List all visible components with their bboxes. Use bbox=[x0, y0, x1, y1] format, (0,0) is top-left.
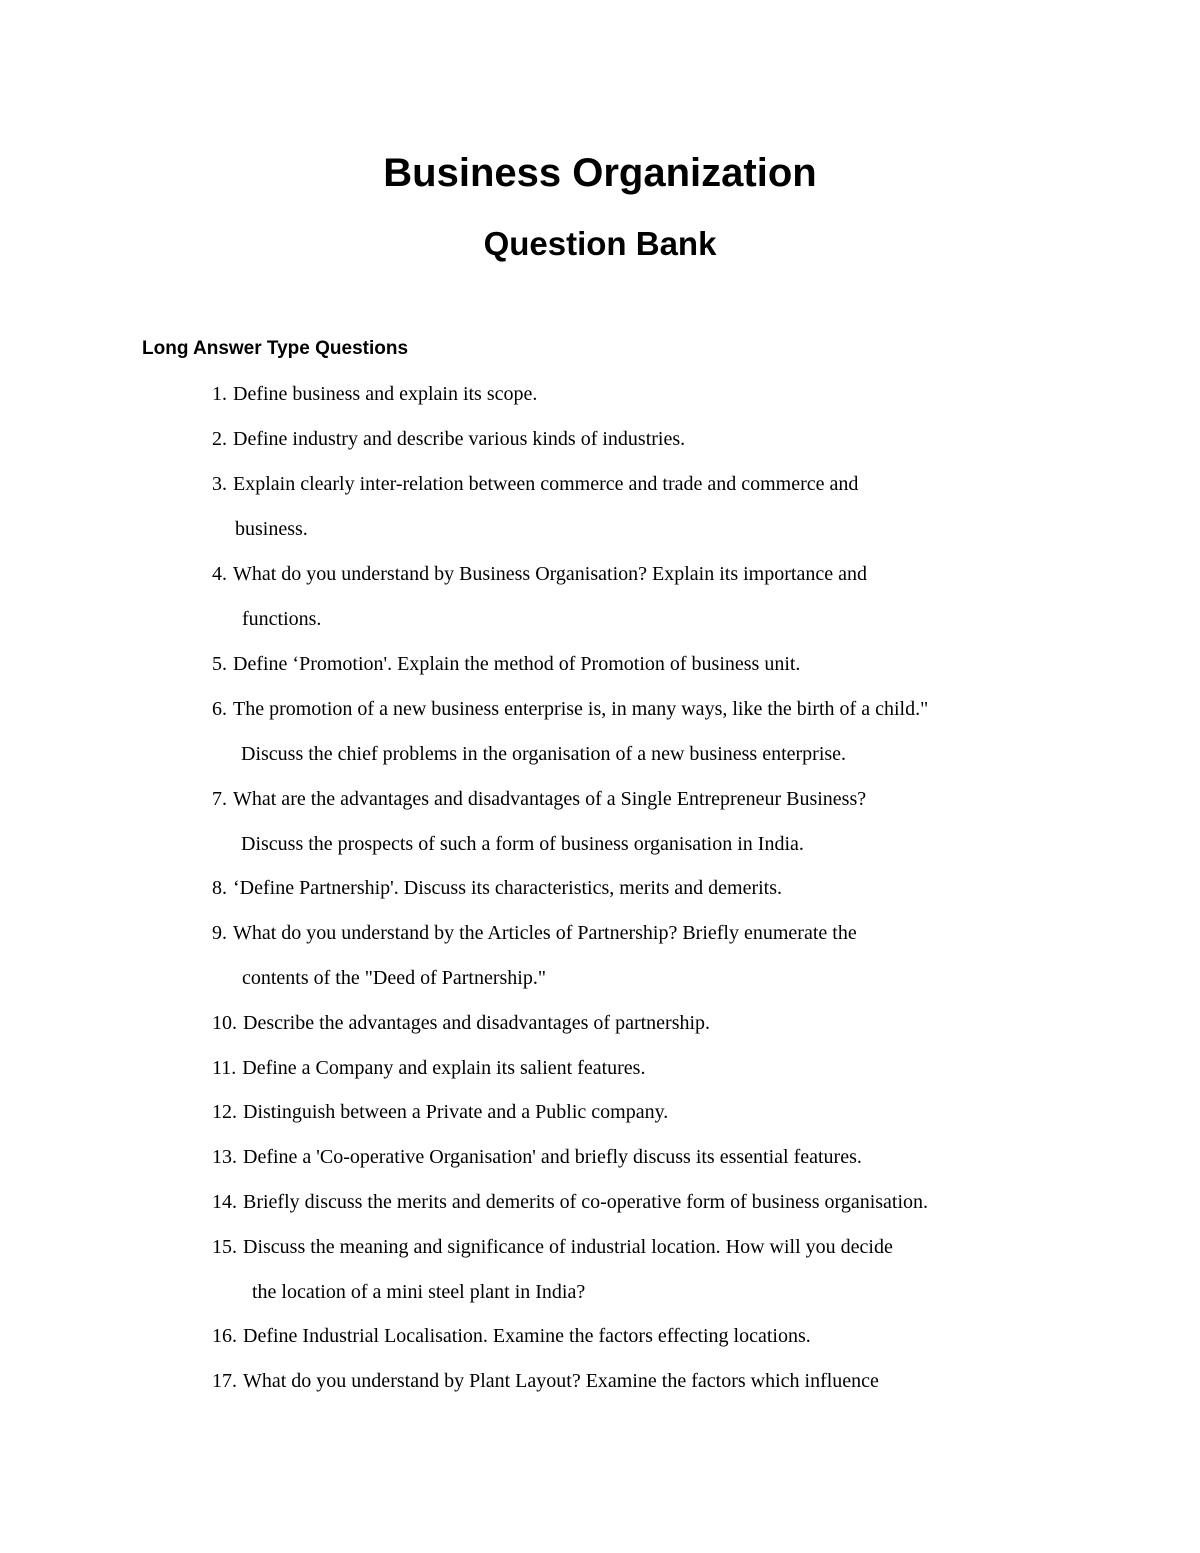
question-number: 16. bbox=[212, 1325, 237, 1347]
question-item bbox=[212, 1189, 928, 1215]
question-number: 1. bbox=[212, 383, 227, 405]
question-text: Define ‘Promotion'. Explain the method of Promotion of business unit. bbox=[233, 653, 801, 675]
question-text: Describe the advantages and disadvantages of partnership. bbox=[243, 1012, 711, 1034]
question-number: 4. bbox=[212, 563, 227, 585]
question-number: 2. bbox=[212, 428, 227, 450]
question-item bbox=[212, 471, 858, 497]
question-item bbox=[212, 1144, 862, 1170]
question-text: The promotion of a new business enterprise is, in many ways, like the birth of a child." bbox=[233, 698, 929, 720]
question-text: Define a 'Co-operative Organisation' and briefly discuss its essential features. bbox=[243, 1146, 862, 1168]
question-item bbox=[212, 651, 800, 677]
question-item bbox=[212, 426, 685, 452]
question-text-continuation: functions. bbox=[242, 608, 322, 630]
question-text-continuation: contents of the "Deed of Partnership." bbox=[242, 967, 547, 989]
section-heading: Long Answer Type Questions bbox=[142, 338, 409, 359]
question-item bbox=[212, 1368, 879, 1394]
question-text: Define business and explain its scope. bbox=[233, 383, 538, 405]
question-text: Distinguish between a Private and a Public company. bbox=[243, 1101, 669, 1123]
question-text: Define Industrial Localisation. Examine the factors effecting locations. bbox=[243, 1325, 811, 1347]
question-number: 8. bbox=[212, 877, 227, 899]
question-text: What do you understand by Business Organisation? Explain its importance and bbox=[233, 563, 867, 585]
question-text-continuation: Discuss the prospects of such a form of business organisation in India. bbox=[241, 833, 804, 855]
question-text: What do you understand by Plant Layout? Examine the factors which influence bbox=[243, 1370, 879, 1392]
question-item bbox=[212, 920, 857, 946]
question-number: 5. bbox=[212, 653, 227, 675]
question-text: Explain clearly inter-relation between commerce and trade and commerce and bbox=[233, 473, 859, 495]
question-number: 13. bbox=[212, 1146, 237, 1168]
question-number: 6. bbox=[212, 698, 227, 720]
question-text-continuation: business. bbox=[235, 518, 308, 540]
document-title: Business Organization bbox=[383, 151, 817, 195]
question-item bbox=[212, 561, 867, 587]
question-text-continuation: Discuss the chief problems in the organisation of a new business enterprise. bbox=[241, 743, 847, 765]
question-item bbox=[212, 1099, 668, 1125]
question-number: 12. bbox=[212, 1101, 237, 1123]
question-item bbox=[212, 381, 537, 407]
question-number: 3. bbox=[212, 473, 227, 495]
question-item bbox=[212, 1234, 893, 1260]
question-item bbox=[212, 696, 928, 722]
question-text: Discuss the meaning and significance of industrial location. How will you decide bbox=[243, 1236, 893, 1258]
question-text: Define industry and describe various kinds of industries. bbox=[233, 428, 686, 450]
question-item bbox=[212, 1323, 811, 1349]
question-number: 17. bbox=[212, 1370, 237, 1392]
question-item bbox=[212, 1055, 645, 1081]
document-subtitle: Question Bank bbox=[483, 225, 717, 262]
question-number: 10. bbox=[212, 1012, 237, 1034]
question-number: 15. bbox=[212, 1236, 237, 1258]
question-number: 14. bbox=[212, 1191, 237, 1213]
question-item bbox=[212, 1010, 710, 1036]
question-item bbox=[212, 875, 782, 901]
question-number: 9. bbox=[212, 922, 227, 944]
question-text: ‘Define Partnership'. Discuss its characteristics, merits and demerits. bbox=[233, 877, 783, 899]
question-item bbox=[212, 786, 866, 812]
question-number: 7. bbox=[212, 788, 227, 810]
question-text: What do you understand by the Articles of Partnership? Briefly enumerate the bbox=[233, 922, 857, 944]
question-text: Briefly discuss the merits and demerits of co-operative form of business organisation. bbox=[243, 1191, 929, 1213]
question-number: 11. bbox=[212, 1057, 237, 1079]
question-text-continuation: the location of a mini steel plant in India? bbox=[252, 1281, 586, 1303]
question-text: What are the advantages and disadvantages of a Single Entrepreneur Business? bbox=[233, 788, 867, 810]
question-text: Define a Company and explain its salient features. bbox=[242, 1057, 646, 1079]
